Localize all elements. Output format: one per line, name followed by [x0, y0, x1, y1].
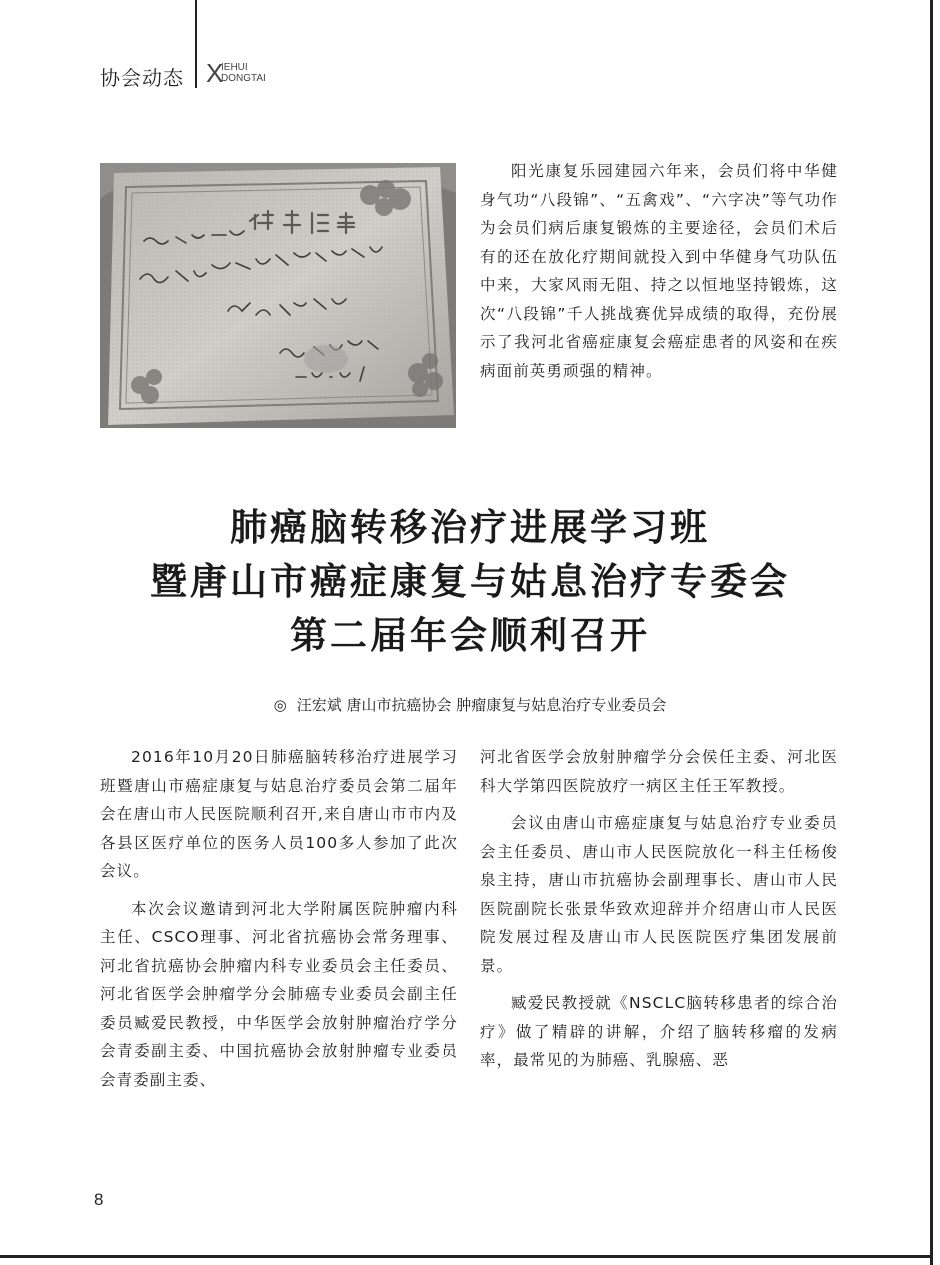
article-title — [60, 500, 880, 662]
title-line-2: 暨唐山市癌症康复与姑息治疗专委会 — [150, 559, 790, 603]
title-line-1: 肺癌脑转移治疗进展学习班 — [230, 505, 710, 549]
title-line-3: 第二届年会顺利召开 — [290, 613, 650, 657]
byline — [60, 694, 880, 716]
intro-paragraph: 阳光康复乐园建园六年来，会员们将中华健身气功“八段锦”、“五禽戏”、“六字决”等气功作为会员们病后康复锻炼的主要途径，会员们术后有的还在放化疗期间就投入到中华健身气功队伍中来，大家风雨无阻、持之以恒地坚持锻炼，这次“八段锦”千人挑战赛优异成绩的取得，充份展示了我河北省癌症康复会癌症患者的风姿和在疾病面前英勇顽强的精神。 — [480, 162, 838, 380]
column-label: 协会动态 — [100, 66, 184, 90]
column-pinyin — [206, 58, 286, 88]
body-paragraph: 2016年10月20日肺癌脑转移治疗进展学习班暨唐山市癌症康复与姑息治疗委员会第二届年会在唐山市人民医院顺利召开,来自唐山市市内及各县区医疗单位的医务人员100多人参加了此次会议。 — [100, 748, 458, 880]
page-number: 8 — [94, 1190, 104, 1209]
certificate-photo — [100, 163, 456, 428]
body-paragraph: 河北省医学会放射肿瘤学分会侯任主委、河北医科大学第四医院放疗一病区主任王军教授。 — [480, 748, 838, 795]
pinyin-line-2: DONGTAI — [221, 73, 266, 84]
page-border-bottom — [0, 1255, 933, 1258]
pinyin-initial: X — [206, 58, 224, 88]
page-border-right — [930, 0, 933, 1265]
header-divider — [195, 0, 197, 88]
body-paragraph: 本次会议邀请到河北大学附属医院肿瘤内科主任、CSCO理事、河北省抗癌协会常务理事、河北省抗癌协会肿瘤内科专业委员会主任委员、河北省医学会肿瘤学分会肺癌专业委员会副主任委员臧爱民教授，中华医学会放射肿瘤治疗学分会青委副主委、中国抗癌协会放射肿瘤专业委员会青委副主委、 — [100, 899, 458, 1089]
body-paragraph: 臧爱民教授就《NSCLC脑转移患者的综合治疗》做了精辟的讲解，介绍了脑转移瘤的发病率，最常见的为肺癌、乳腺癌、恶 — [480, 994, 838, 1069]
byline-text: 汪宏斌 唐山市抗癌协会 肿瘤康复与姑息治疗专业委员会 — [296, 696, 667, 714]
byline-mark: ◎ — [273, 696, 287, 714]
body-paragraph: 会议由唐山市癌症康复与姑息治疗专业委员会主任委员、唐山市人民医院放化一科主任杨俊泉主持，唐山市抗癌协会副理事长、唐山市人民医院副院长张景华致欢迎辞并介绍唐山市人民医院发展过程及唐山市人民医院医疗集团发展前景。 — [480, 814, 838, 975]
pinyin-line-1: IEHUI — [221, 62, 248, 73]
body-column-left — [100, 743, 458, 1094]
body-column-right — [480, 743, 838, 1075]
